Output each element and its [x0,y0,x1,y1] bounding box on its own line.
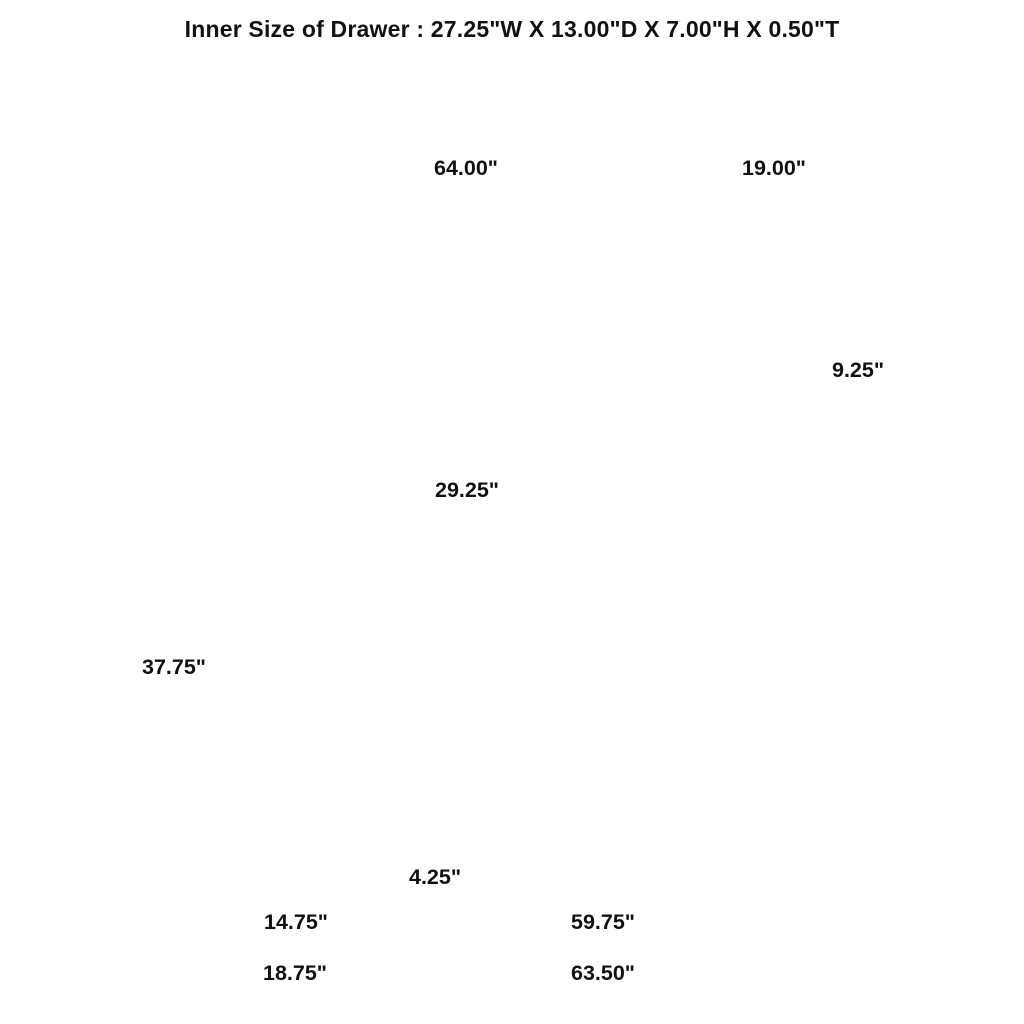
dim-label-overall-height: 37.75" [142,655,206,679]
dim-label-top-width: 64.00" [434,156,498,180]
dim-label-base-depth-outer: 18.75" [263,961,327,985]
dim-label-drawer-width: 29.25" [435,478,499,502]
dimension-labels [142,156,884,985]
dim-label-drawer-height: 9.25" [832,358,885,382]
page-title: Inner Size of Drawer : 27.25"W X 13.00"D X 7.00"H X 0.50"T [184,16,840,42]
dim-label-top-depth: 19.00" [742,156,806,180]
dim-label-leg-height: 4.25" [409,865,462,889]
dim-label-base-width-inner: 59.75" [571,910,635,934]
dim-label-base-depth-inner: 14.75" [264,910,328,934]
dim-label-base-width-outer: 63.50" [571,961,635,985]
